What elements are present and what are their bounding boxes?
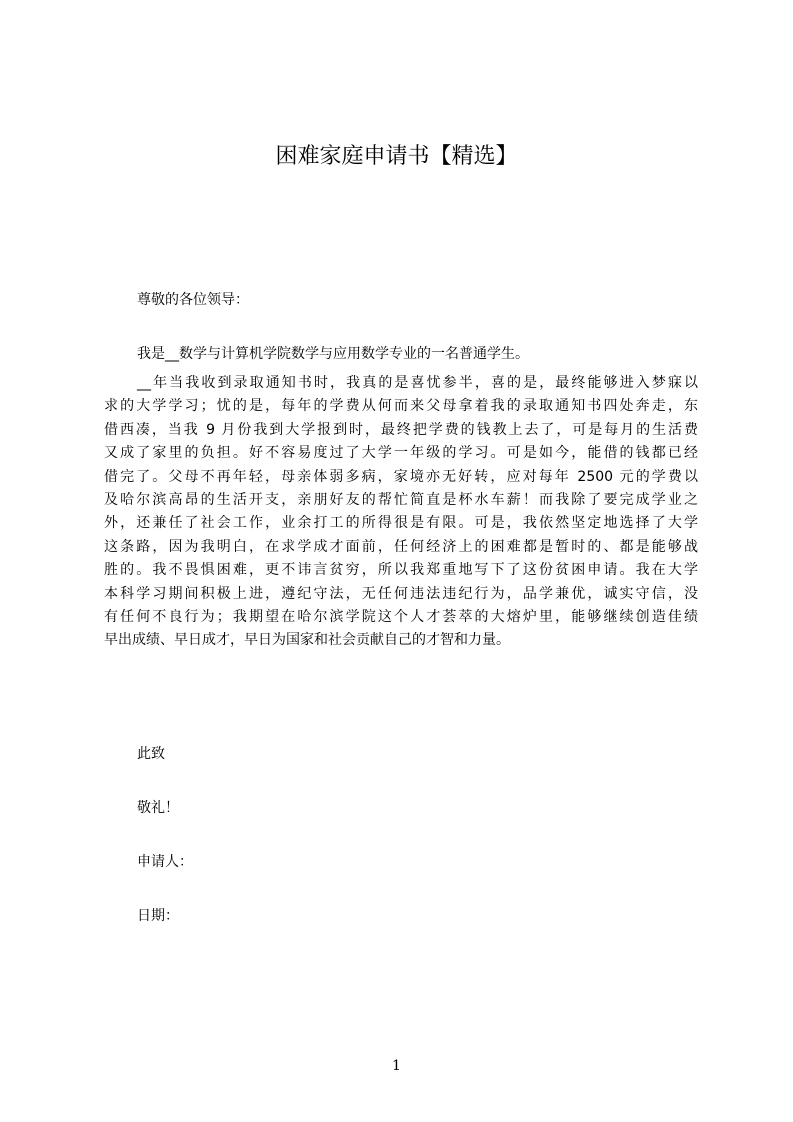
document-title: 困难家庭申请书【精选】 xyxy=(275,144,518,169)
closing-ci-zhi: 此致 xyxy=(137,746,165,762)
body-line: 外，还兼任了社会工作，业余打工的所得很是有限。可是，我依然坚定地选择了大学 xyxy=(104,515,698,532)
body-line: 胜的。我不畏惧困难，更不讳言贫穷，所以我郑重地写下了这份贫困申请。我在大学 xyxy=(104,562,698,579)
body-line: 本科学习期间积极上进，遵纪守法，无任何违法违纪行为，品学兼优，诚实守信，没 xyxy=(104,585,698,602)
body-line: 又成了家里的负担。好不容易度过了大学一年级的学习。可是如今，能借的钱都已经 xyxy=(104,445,698,462)
body-line: 求的大学学习；忧的是，每年的学费从何而来父母拿着我的录取通知书四处奔走，东 xyxy=(104,398,698,415)
applicant-label: 申请人： xyxy=(137,854,193,870)
page-number: 1 xyxy=(392,1058,401,1074)
body-paragraph xyxy=(104,372,698,653)
body-line: 及哈尔滨高昂的生活开支，亲朋好友的帮忙简直是杯水车薪！而我除了要完成学业之 xyxy=(104,491,698,508)
body-line: 有任何不良行为；我期望在哈尔滨学院这个人才荟萃的大熔炉里，能够继续创造佳绩 xyxy=(104,608,698,625)
body-line: 借完了。父母不再年轻，母亲体弱多病，家境亦无好转，应对每年 2500 元的学费以 xyxy=(104,468,698,485)
salutation: 尊敬的各位领导： xyxy=(137,292,249,308)
body-line: 借西凑，当我 9 月份我到大学报到时，最终把学费的钱教上去了，可是每月的生活费 xyxy=(104,421,698,438)
intro-paragraph: 我是__数学与计算机学院数学与应用数学专业的一名普通学生。 xyxy=(137,346,529,362)
date-label: 日期： xyxy=(137,908,179,924)
body-line: 早出成绩、早日成才，早日为国家和社会贡献自己的才智和力量。 xyxy=(104,632,510,649)
body-line: __年当我收到录取通知书时，我真的是喜忧参半，喜的是，最终能够进入梦寐以 xyxy=(137,375,698,391)
body-line: 这条路，因为我明白，在求学成才面前，任何经济上的困难都是暂时的、都是能够战 xyxy=(104,538,698,555)
closing-jing-li: 敬礼！ xyxy=(137,800,179,816)
